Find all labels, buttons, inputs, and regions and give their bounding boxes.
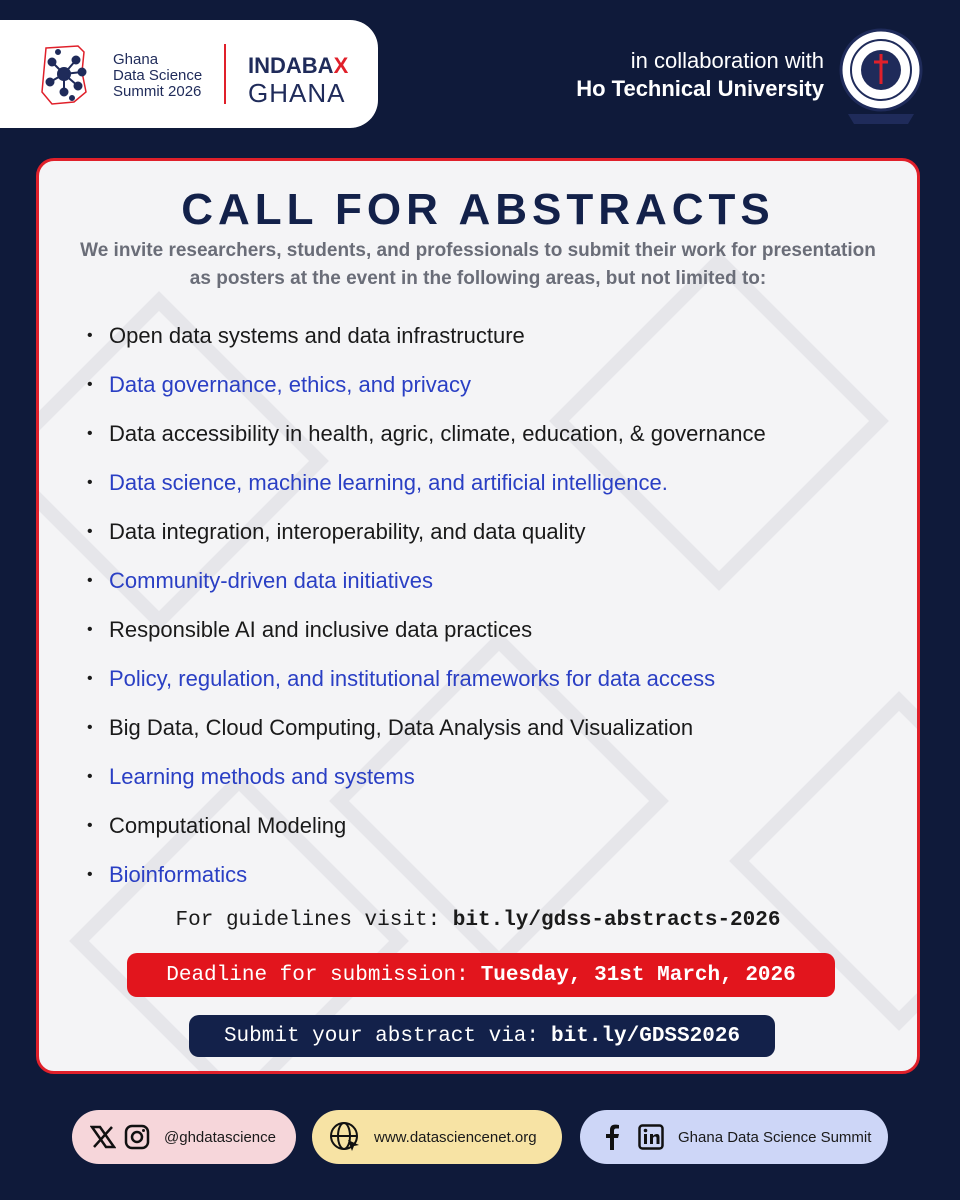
bullet: •	[87, 571, 93, 589]
list-item	[87, 311, 766, 360]
collab-line2: Ho Technical University	[576, 76, 824, 101]
guidelines-line	[39, 909, 917, 932]
website-pill[interactable]	[312, 1110, 562, 1164]
social-handle[interactable]: @ghdatascience	[164, 1128, 276, 1146]
list-item	[87, 409, 766, 458]
topic-text: Responsible AI and inclusive data practices	[109, 616, 533, 642]
bullet: •	[87, 375, 93, 393]
page-title: CALL FOR ABSTRACTS	[181, 185, 775, 234]
collab-line1: in collaboration with	[630, 48, 824, 73]
topic-text: Bioinformatics	[109, 861, 248, 887]
x-logo-icon[interactable]	[90, 1125, 116, 1149]
bullet: •	[87, 669, 93, 687]
list-item	[87, 507, 766, 556]
list-item	[87, 360, 766, 409]
summit-logo-pill	[0, 20, 378, 128]
submit-link[interactable]: bit.ly/GDSS2026	[551, 1024, 741, 1048]
topic-text: Data governance, ethics, and privacy	[109, 371, 471, 397]
deadline-date: Tuesday, 31st March, 2026	[480, 963, 796, 987]
topic-text: Computational Modeling	[109, 812, 347, 838]
bullet: •	[87, 473, 93, 491]
list-item	[87, 654, 766, 703]
bullet: •	[87, 424, 93, 442]
summit-logo-text	[113, 52, 202, 100]
summit-logo-line: Data Science	[113, 67, 203, 84]
collaboration-text	[576, 48, 824, 104]
bullet: •	[87, 620, 93, 638]
call-for-abstracts-card	[36, 158, 920, 1074]
summit-logo-line: Ghana	[113, 51, 159, 68]
list-item	[87, 752, 766, 801]
bullet: •	[87, 326, 93, 344]
list-item	[87, 556, 766, 605]
indabax-logo-top: INDABAX	[248, 53, 349, 78]
logo-divider	[224, 44, 226, 104]
globe-cursor-icon	[328, 1120, 362, 1154]
instagram-icon[interactable]	[124, 1124, 150, 1150]
linkedin-icon[interactable]	[638, 1124, 664, 1150]
ghana-network-logo-icon	[38, 42, 110, 108]
topic-text: Data accessibility in health, agric, climate, education, & governance	[109, 420, 766, 446]
bullet: •	[87, 718, 93, 736]
ho-technical-university-seal-icon	[836, 22, 926, 128]
topic-text: Policy, regulation, and institutional frameworks for data access	[109, 665, 716, 691]
topic-text: Big Data, Cloud Computing, Data Analysis and Visualization	[109, 714, 694, 740]
guidelines-label: For guidelines visit:	[175, 909, 441, 932]
bullet: •	[87, 767, 93, 785]
deadline-banner	[127, 953, 835, 997]
topic-text: Open data systems and data infrastructure	[109, 322, 525, 348]
social-page-pill[interactable]	[580, 1110, 888, 1164]
bullet: •	[87, 865, 93, 883]
list-item	[87, 703, 766, 752]
guidelines-link[interactable]: bit.ly/gdss-abstracts-2026	[452, 909, 781, 932]
topic-text: Data integration, interoperability, and data quality	[109, 518, 586, 544]
facebook-icon[interactable]	[604, 1124, 620, 1150]
indabax-logo-bottom: GHANA	[248, 78, 346, 108]
submit-banner	[189, 1015, 775, 1057]
topic-text: Community-driven data initiatives	[109, 567, 434, 593]
summit-logo-line: Summit 2026	[113, 83, 202, 100]
submit-label: Submit your abstract via:	[223, 1024, 540, 1048]
bullet: •	[87, 816, 93, 834]
social-page-name[interactable]: Ghana Data Science Summit	[678, 1128, 872, 1146]
website-link[interactable]: www.datasciencenet.org	[374, 1128, 537, 1146]
list-item	[87, 605, 766, 654]
topics-list	[87, 311, 766, 899]
list-item	[87, 458, 766, 507]
social-handle-pill[interactable]	[72, 1110, 296, 1164]
list-item	[87, 850, 766, 899]
deadline-label: Deadline for submission:	[166, 963, 469, 987]
topic-text: Learning methods and systems	[109, 763, 415, 789]
list-item	[87, 801, 766, 850]
bullet: •	[87, 522, 93, 540]
intro-text: We invite researchers, students, and professionals to submit their work for presentation as posters at the event in the following areas, but not limited to:	[80, 240, 876, 289]
topic-text: Data science, machine learning, and artificial intelligence.	[109, 469, 668, 495]
